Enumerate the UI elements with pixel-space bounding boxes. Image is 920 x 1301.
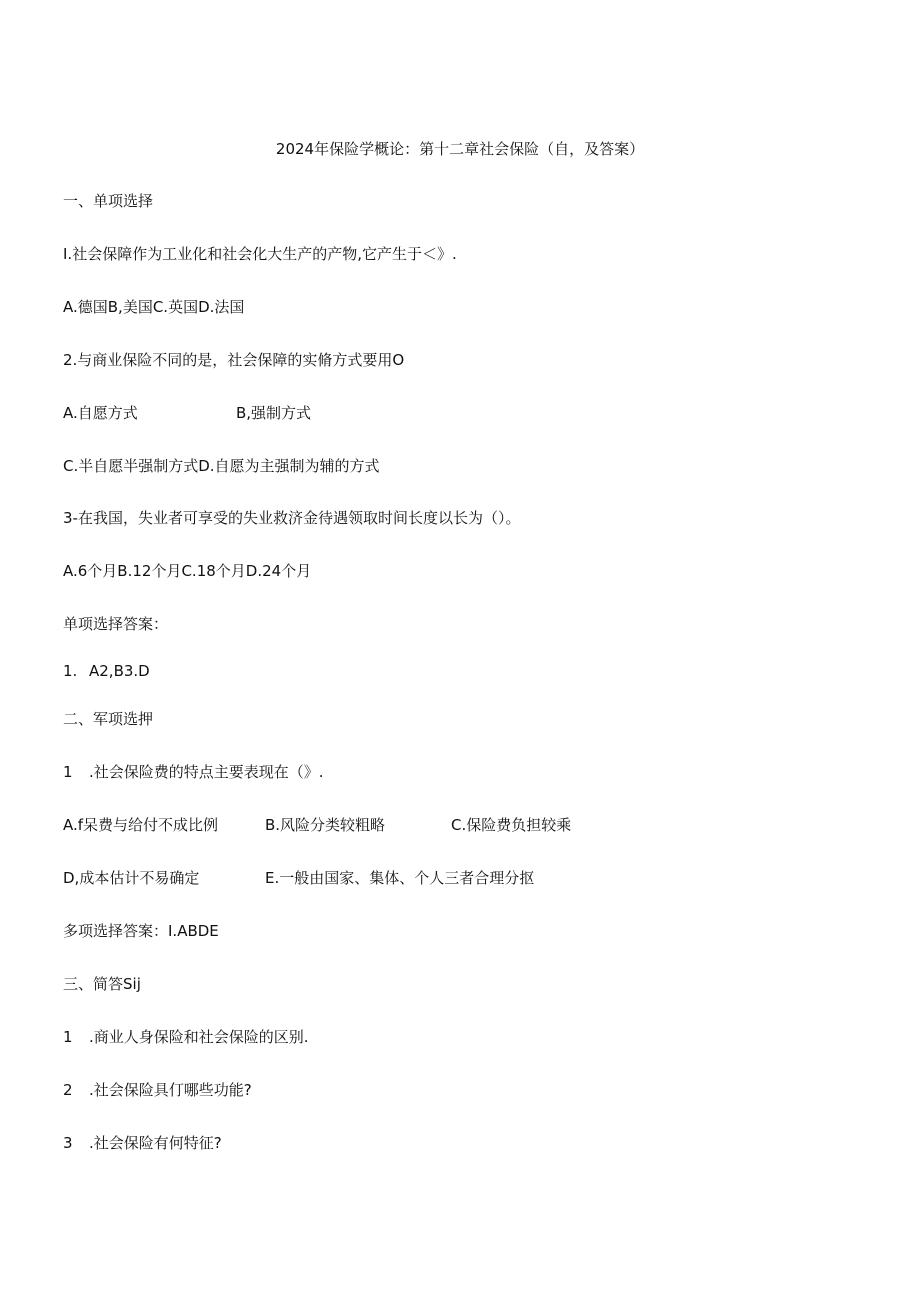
answer-text: A2,B3.D	[89, 662, 150, 680]
question-2: 2.与商业保险不同的是，社会保障的实脩方式要用O	[63, 351, 405, 369]
short-answer-item	[63, 1027, 309, 1047]
multiple-choice-answer: 多项选择答案：I.ABDE	[63, 922, 219, 940]
section-heading-multiple-choice: 二、军项选押	[63, 710, 154, 728]
item-text: .社会保险具仃哪些功能?	[89, 1081, 252, 1099]
question-3-options: A.6个月B.12个月C.18个月D.24个月	[63, 562, 312, 580]
question-3: 3-在我国，失业者可享受的失业救济金待遇领取时间长度以长为（）。	[63, 509, 521, 527]
section-heading-single-choice: 一、单项选择	[63, 192, 154, 210]
item-text: .社会保险有何特征?	[89, 1134, 222, 1152]
short-answer-item	[63, 1133, 222, 1153]
question-text: .社会保险费的特点主要表现在（》.	[89, 763, 324, 781]
item-number: 3	[63, 1134, 73, 1152]
item-number: 2	[63, 1081, 73, 1099]
question-2-option-b: B,强制方式	[236, 404, 312, 422]
multi-option-b: B.风险分类较粗略	[265, 816, 386, 834]
question-2-option-a: A.自愿方式	[63, 404, 138, 422]
multi-question-1	[63, 762, 324, 782]
multi-option-d: D,成本估计不易确定	[63, 869, 200, 887]
item-number: 1	[63, 1028, 73, 1046]
single-choice-answer	[63, 661, 150, 681]
question-1: I.社会保障作为工业化和社会化大生产的产物,它产生于＜》.	[63, 245, 457, 263]
multi-option-e: E.一般由国家、集体、个人三者合理分抠	[265, 869, 535, 887]
short-answer-item	[63, 1080, 252, 1100]
single-choice-answer-heading: 单项选择答案：	[63, 615, 169, 633]
question-1-options: A.德国B,美国C.英国D.法国	[63, 298, 245, 316]
question-2-options-cd: C.半自愿半强制方式D.自愿为主强制为辅的方式	[63, 457, 380, 475]
document-title: 2024年保险学概论：第十二章社会保险（自，及答案）	[275, 140, 645, 158]
question-number: 1	[63, 763, 73, 781]
answer-number: 1.	[63, 662, 78, 680]
multi-option-a: A.f呆费与给付不成比例	[63, 816, 219, 834]
section-heading-short-answer: 三、简答Sij	[63, 975, 141, 993]
multi-option-c: C.保险费负担较乘	[451, 816, 572, 834]
item-text: .商业人身保险和社会保险的区别.	[89, 1028, 309, 1046]
